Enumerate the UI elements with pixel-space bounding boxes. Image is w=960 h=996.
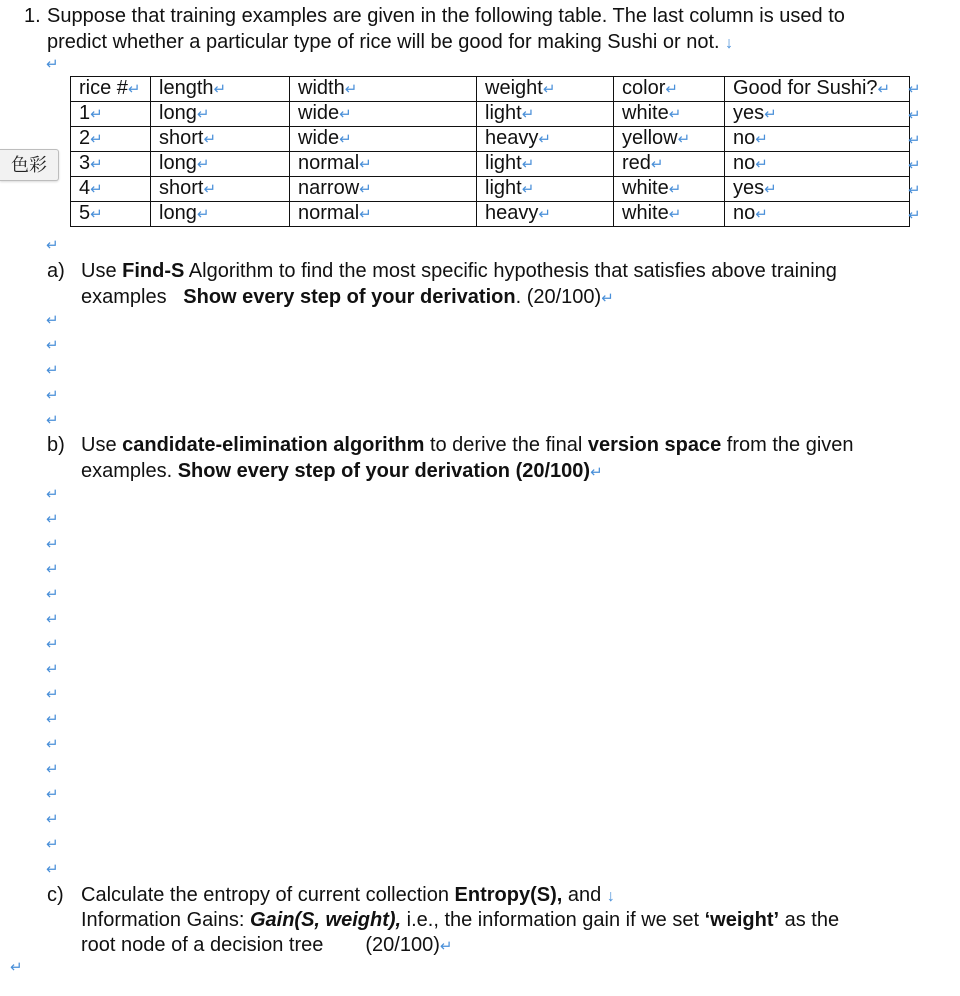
table-cell: white↵ [614, 177, 725, 202]
return-arrow-icon: ↵ [908, 132, 921, 149]
return-arrow-icon: ↵ [46, 786, 59, 803]
table-cell: heavy↵ [477, 202, 614, 227]
part-b-line2: examples. Show every step of your derivation (20/100)↵ [81, 460, 603, 482]
return-arrow-icon: ↵ [46, 636, 59, 653]
part-c-line1: Calculate the entropy of current collection Entropy(S), and ↓ [81, 884, 615, 906]
return-arrow-icon: ↵ [46, 237, 59, 254]
return-arrow-icon: ↵ [46, 761, 59, 778]
part-c-line2: Information Gains: Gain(S, weight), i.e., the information gain if we set ‘weight’ as the [81, 909, 840, 931]
table-cell: wide↵ [290, 102, 477, 127]
table-row [71, 127, 910, 152]
table-row [71, 152, 910, 177]
table-cell: red↵ [614, 152, 725, 177]
table-cell: light↵ [477, 152, 614, 177]
down-arrow-icon: ↓ [725, 35, 734, 52]
question-intro-line2: predict whether a particular type of rice will be good for making Sushi or not. ↓ [47, 31, 734, 53]
table-header-cell: color↵ [614, 77, 725, 102]
return-arrow-icon: ↵ [46, 661, 59, 678]
table-cell: light↵ [477, 102, 614, 127]
part-c-label: c) [47, 884, 64, 906]
return-arrow-icon: ↵ [46, 56, 59, 73]
part-b-label: b) [47, 434, 65, 456]
table-cell: 5↵ [71, 202, 151, 227]
question-number: 1. [24, 5, 41, 27]
table-header-row [71, 77, 910, 102]
table-header-cell: Good for Sushi?↵ [725, 77, 910, 102]
return-arrow-icon: ↵ [46, 586, 59, 603]
return-arrow-icon: ↵ [908, 81, 921, 98]
return-arrow-icon: ↵ [46, 486, 59, 503]
table-header-cell: width↵ [290, 77, 477, 102]
table-cell: normal↵ [290, 152, 477, 177]
table-cell: 1↵ [71, 102, 151, 127]
return-arrow-icon: ↵ [46, 511, 59, 528]
part-a-line2: examples Show every step of your derivation. (20/100)↵ [81, 286, 614, 308]
table-cell: long↵ [151, 102, 290, 127]
return-arrow-icon: ↵ [46, 536, 59, 553]
part-b-line1: Use candidate-elimination algorithm to derive the final version space from the given [81, 434, 854, 456]
part-a-label: a) [47, 260, 65, 282]
return-arrow-icon: ↵ [46, 387, 59, 404]
return-arrow-icon: ↵ [46, 811, 59, 828]
table-row [71, 102, 910, 127]
part-a-line1: Use Find-S Algorithm to find the most specific hypothesis that satisfies above training [81, 260, 837, 282]
table-cell: heavy↵ [477, 127, 614, 152]
table-row [71, 177, 910, 202]
return-arrow-icon: ↵ [46, 711, 59, 728]
table-header-cell: rice #↵ [71, 77, 151, 102]
return-arrow-icon: ↵ [46, 861, 59, 878]
table-row [71, 202, 910, 227]
table-cell: 4↵ [71, 177, 151, 202]
table-cell: yes↵ [725, 102, 910, 127]
down-arrow-icon: ↓ [606, 888, 615, 905]
table-cell: yes↵ [725, 177, 910, 202]
return-arrow-icon: ↵ [46, 312, 59, 329]
table-cell: 2↵ [71, 127, 151, 152]
part-c-line3: root node of a decision tree (20/100)↵ [81, 934, 453, 956]
return-arrow-icon: ↵ [908, 182, 921, 199]
return-arrow-icon: ↵ [46, 836, 59, 853]
return-arrow-icon: ↵ [46, 412, 59, 429]
table-cell: short↵ [151, 177, 290, 202]
return-arrow-icon: ↵ [908, 157, 921, 174]
return-arrow-icon: ↵ [908, 207, 921, 224]
table-cell: short↵ [151, 127, 290, 152]
table-cell: light↵ [477, 177, 614, 202]
table-cell: long↵ [151, 152, 290, 177]
table-header-cell: weight↵ [477, 77, 614, 102]
table-cell: narrow↵ [290, 177, 477, 202]
return-arrow-icon: ↵ [46, 561, 59, 578]
table-cell: 3↵ [71, 152, 151, 177]
color-side-tab[interactable]: 色彩 [0, 149, 59, 181]
return-arrow-icon: ↵ [908, 107, 921, 124]
question-intro-line1: Suppose that training examples are given in the following table. The last column is used to [47, 5, 845, 27]
return-arrow-icon: ↵ [10, 959, 23, 976]
table-cell: no↵ [725, 152, 910, 177]
return-arrow-icon: ↵ [46, 686, 59, 703]
return-arrow-icon: ↵ [46, 611, 59, 628]
table-cell: long↵ [151, 202, 290, 227]
return-arrow-icon: ↵ [46, 337, 59, 354]
table-cell: white↵ [614, 102, 725, 127]
training-examples-table [70, 76, 910, 227]
table-cell: no↵ [725, 202, 910, 227]
table-cell: wide↵ [290, 127, 477, 152]
table-header-cell: length↵ [151, 77, 290, 102]
table-cell: white↵ [614, 202, 725, 227]
table-cell: yellow↵ [614, 127, 725, 152]
return-arrow-icon: ↵ [46, 362, 59, 379]
table-cell: no↵ [725, 127, 910, 152]
table-cell: normal↵ [290, 202, 477, 227]
return-arrow-icon: ↵ [46, 736, 59, 753]
